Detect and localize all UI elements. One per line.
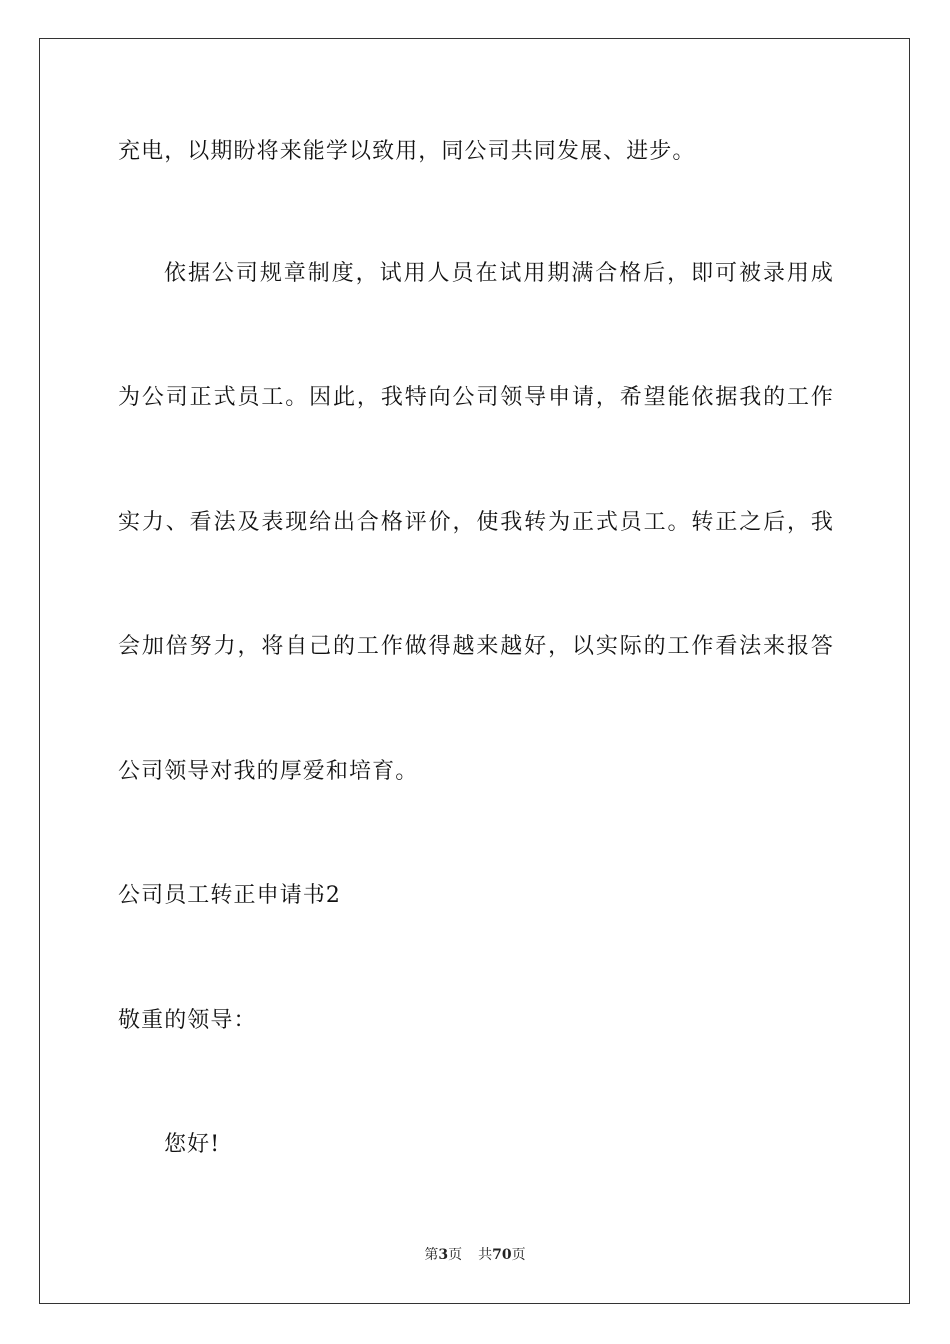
body-line-1: 充电，以期盼将来能学以致用，同公司共同发展、进步。: [118, 139, 696, 164]
page-number: 3: [438, 1247, 449, 1263]
total-suffix: 页: [511, 1247, 526, 1263]
greeting: 您好!: [164, 1132, 221, 1157]
body-line-6: 公司领导对我的厚爱和培育。: [118, 759, 419, 784]
page-suffix: 页: [448, 1247, 463, 1263]
body-line-4: 实力、看法及表现给出合格评价，使我转为正式员工。转正之后，我: [118, 510, 834, 535]
page-border: [39, 38, 910, 1304]
body-line-3: 为公司正式员工。因此，我特向公司领导申请，希望能依据我的工作: [118, 385, 834, 410]
section-title: 公司员工转正申请书2: [118, 883, 341, 908]
paragraph-start-line: 依据公司规章制度，试用人员在试用期满合格后，即可被录用成: [164, 261, 834, 286]
body-line-5: 会加倍努力，将自己的工作做得越来越好，以实际的工作看法来报答: [118, 634, 834, 659]
total-pages: 70: [492, 1247, 512, 1263]
page-footer: [0, 1246, 950, 1264]
total-prefix: 共: [478, 1247, 493, 1263]
salutation: 敬重的领导：: [118, 1008, 257, 1033]
page-prefix: 第: [424, 1247, 439, 1263]
